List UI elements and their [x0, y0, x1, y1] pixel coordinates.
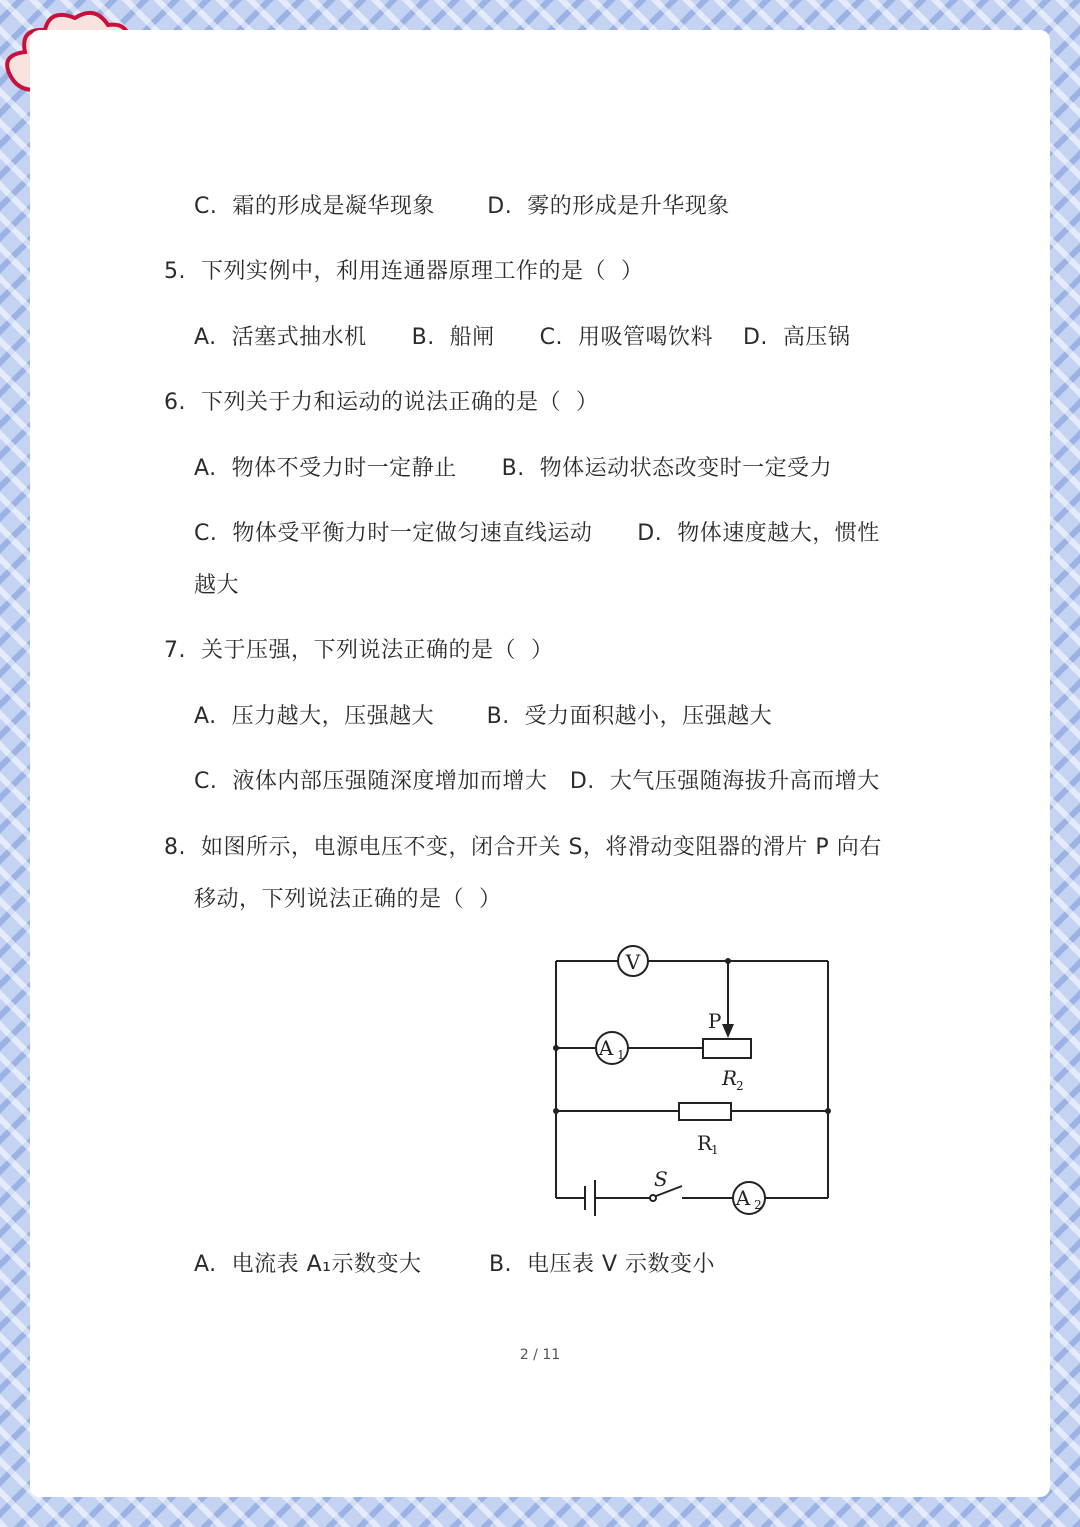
- resistor-r1-subscript: 1: [711, 1143, 719, 1157]
- option-line-q6-ab: A. 物体不受力时一定静止 B. 物体运动状态改变时一定受力: [194, 456, 833, 481]
- ammeter-a1-subscript: 1: [617, 1048, 625, 1062]
- circuit-diagram: [540, 940, 840, 1230]
- option-line-q6-cd: C. 物体受平衡力时一定做匀速直线运动 D. 物体速度越大，惯性: [194, 521, 880, 546]
- resistor-r1: [679, 1103, 731, 1120]
- ammeter-a1-label: A: [598, 1036, 614, 1060]
- resistor-r2: [703, 1039, 751, 1058]
- question-5: 5. 下列实例中，利用连通器原理工作的是（ ）: [164, 259, 644, 284]
- resistor-r2-subscript: 2: [736, 1079, 744, 1093]
- question-8: 8. 如图所示，电源电压不变，闭合开关 S，将滑动变阻器的滑片 P 向右: [164, 835, 882, 860]
- ammeter-a2-label: A: [735, 1186, 751, 1210]
- page-number: 2 / 11: [519, 1347, 561, 1363]
- option-line-q4-cd: C. 霜的形成是凝华现象 D. 雾的形成是升华现象: [194, 194, 730, 219]
- option-line-q5: A. 活塞式抽水机 B. 船闸 C. 用吸管喝饮料 D. 高压锅: [194, 325, 851, 350]
- resistor-r2-label: R: [722, 1066, 738, 1090]
- question-8-cont: 移动，下列说法正确的是（ ）: [194, 887, 502, 912]
- question-7: 7. 关于压强，下列说法正确的是（ ）: [164, 638, 554, 663]
- option-line-q8-ab: A. 电流表 A₁示数变大 B. 电压表 V 示数变小: [194, 1252, 716, 1277]
- voltmeter-label: V: [625, 950, 641, 974]
- option-line-q7-cd: C. 液体内部压强随深度增加而增大 D. 大气压强随海拔升高而增大: [194, 769, 880, 794]
- option-line-q7-ab: A. 压力越大，压强越大 B. 受力面积越小，压强越大: [194, 704, 773, 729]
- question-6: 6. 下列关于力和运动的说法正确的是（ ）: [164, 390, 599, 415]
- option-line-q6-cd-cont: 越大: [194, 573, 240, 598]
- ammeter-a2-subscript: 2: [754, 1198, 762, 1212]
- slider-p-label: P: [708, 1009, 722, 1033]
- resistor-r1-label: R: [697, 1131, 713, 1155]
- switch-s-label: S: [654, 1167, 668, 1191]
